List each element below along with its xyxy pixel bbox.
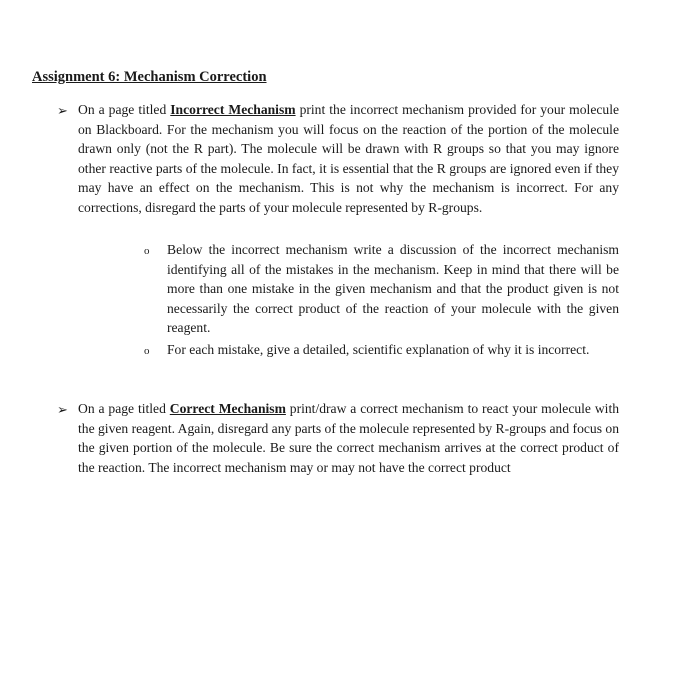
item2-text-post: print/draw a correct mechanism to react your molecule with the given reagent. Again, disregard any parts of the molecule represented by R-groups and focus on the given portion of the molecule. Be sure the correct mechanism arrives at the correct product of the reaction. The incorrect mechanism may or may not have the correct product bbox=[78, 401, 620, 475]
circle-bullet-icon: o bbox=[144, 345, 150, 357]
arrow-bullet-icon: ➢ bbox=[57, 103, 68, 118]
correct-mechanism-title: Correct Mechanism bbox=[169, 401, 286, 416]
incorrect-mechanism-instructions bbox=[78, 100, 619, 218]
correct-mechanism-instructions bbox=[78, 399, 619, 477]
explanation-instructions: For each mistake, give a detailed, scientific explanation of why it is incorrect. bbox=[167, 342, 590, 357]
discussion-instructions: Below the incorrect mechanism write a discussion of the incorrect mechanism identifying all of the mistakes in the mechanism. Keep in mind that there will be more than one mistake in the given mechanism and that the product given is not necessarily the correct product of the reaction of your molecule with the given reagent. bbox=[167, 242, 619, 336]
item1-text-pre: On a page titled bbox=[78, 102, 171, 117]
item2-text-pre: On a page titled bbox=[78, 401, 170, 416]
assignment-heading: Assignment 6: Mechanism Correction bbox=[32, 69, 267, 85]
incorrect-mechanism-title: Incorrect Mechanism bbox=[170, 102, 296, 117]
item1-text-post: print the incorrect mechanism provided for your molecule on Blackboard. For the mechanism you will focus on the reaction of the portion of the molecule drawn only (not the R part). The molecule will be drawn with R groups so that you may ignore other reactive parts of the molecule. In fact, it is essential that the R groups are ignored even if they may have an effect on the mechanism. This is not why the mechanism is incorrect. For any corrections, disregard the parts of your molecule represented by R-groups. bbox=[78, 102, 620, 215]
arrow-bullet-icon: ➢ bbox=[57, 402, 68, 417]
circle-bullet-icon: o bbox=[144, 245, 150, 257]
